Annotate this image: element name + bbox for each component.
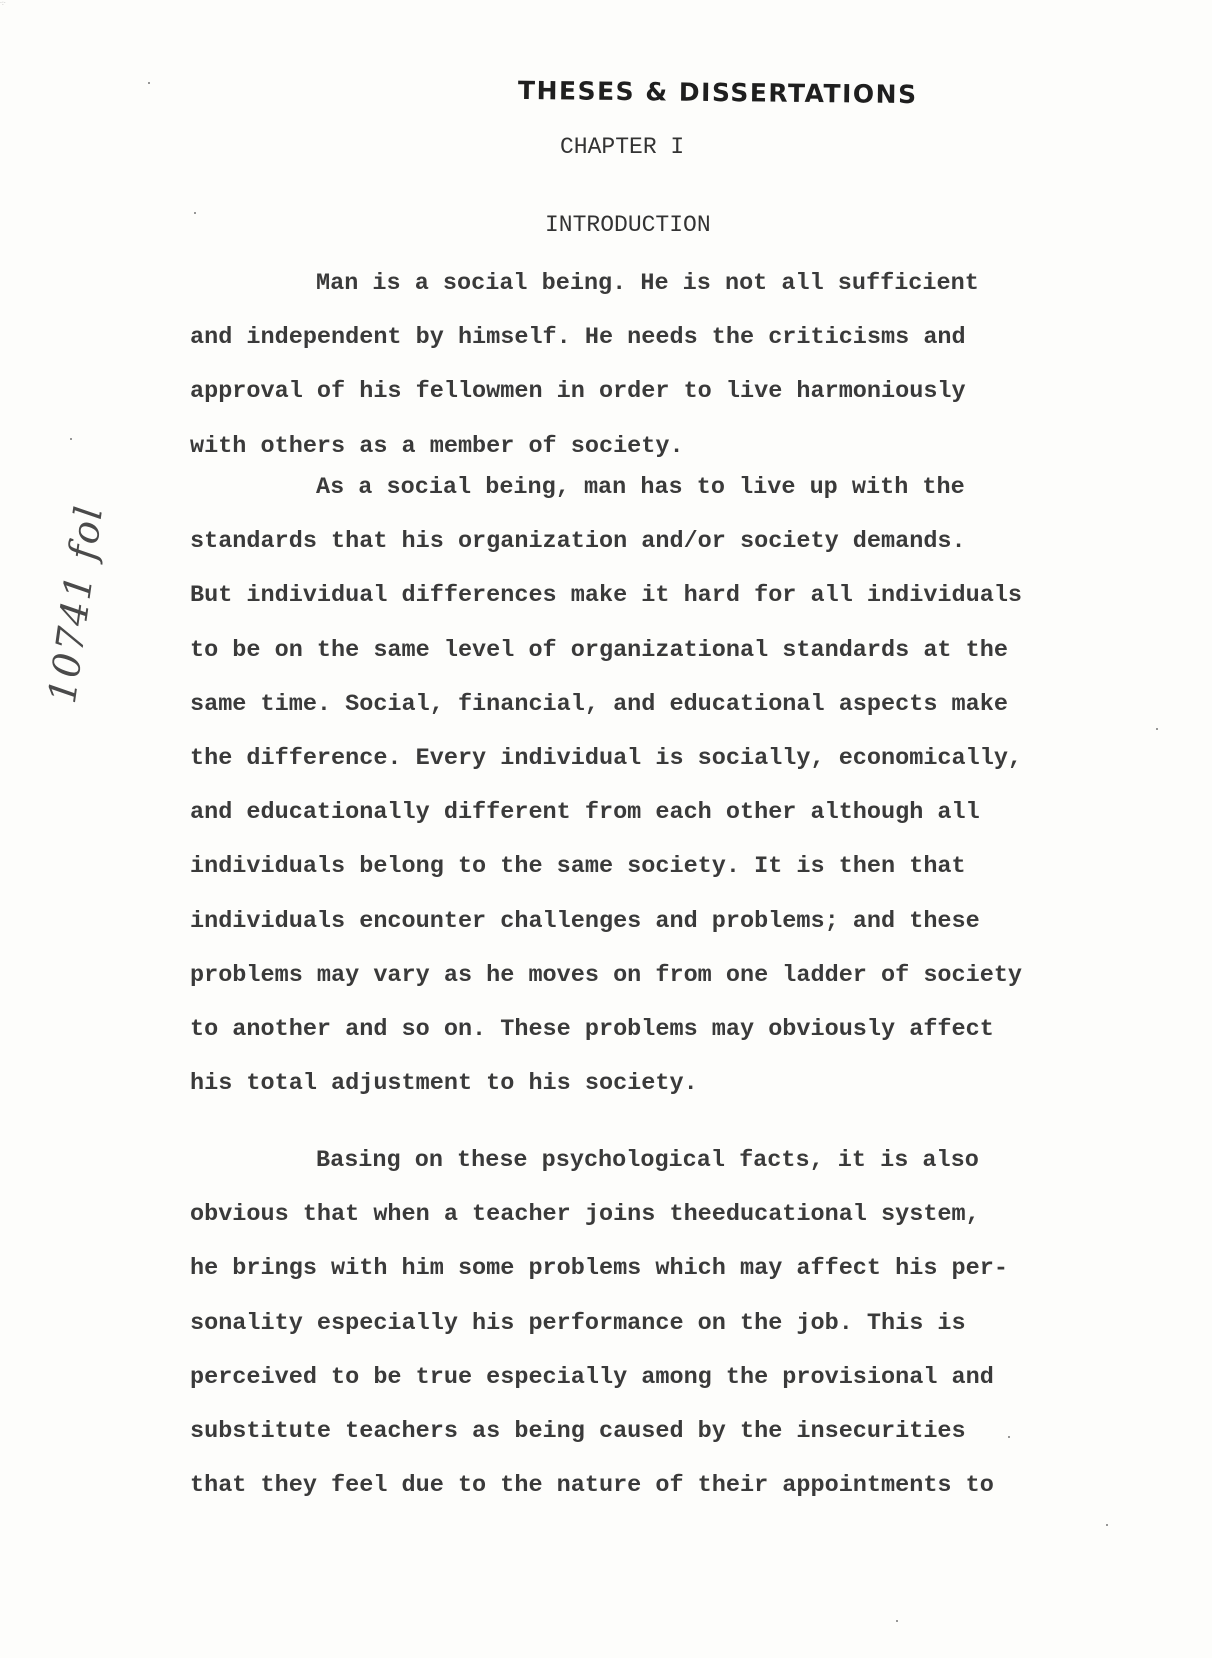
text-line: that they feel due to the nature of their appointments to: [190, 1472, 994, 1500]
text-line: individuals belong to the same society. It is then that: [190, 853, 966, 881]
text-line: sonality especially his performance on the job. This is: [190, 1309, 966, 1337]
section-title: INTRODUCTION: [545, 212, 711, 238]
text-line: he brings with him some problems which may affect his per-: [190, 1255, 1008, 1283]
text-line: his total adjustment to his society.: [190, 1070, 698, 1098]
text-line: Man is a social being. He is not all sufficient: [316, 270, 979, 297]
text-line: and independent by himself. He needs the criticisms and: [190, 324, 966, 352]
text-line: But individual differences make it hard for all individuals: [190, 582, 1023, 610]
scan-speck: [1156, 728, 1158, 730]
paragraph-2: [190, 461, 1180, 1111]
text-line: same time. Social, financial, and educational aspects make: [190, 690, 1008, 718]
text-line: the difference. Every individual is socially, economically,: [190, 744, 1023, 772]
library-stamp: THESES & DISSERTATIONS: [517, 75, 918, 110]
text-line: standards that his organization and/or society demands.: [190, 528, 966, 556]
text-line: and educationally different from each other although all: [190, 799, 980, 827]
text-line: substitute teachers as being caused by the insecurities: [190, 1417, 966, 1445]
scan-speck: [896, 1620, 898, 1622]
text-line: approval of his fellowmen in order to live harmoniously: [190, 378, 966, 406]
text-line: with others as a member of society.: [190, 432, 684, 460]
scan-corner-mark: ·:·: [0, 0, 6, 7]
text-line: problems may vary as he moves on from one ladder of society: [190, 961, 1023, 989]
paragraph-1: [190, 257, 1180, 474]
text-line: perceived to be true especially among the provisional and: [190, 1363, 994, 1391]
text-line: obvious that when a teacher joins theeducational system,: [190, 1201, 980, 1229]
text-line: to be on the same level of organizational standards at the: [190, 636, 1008, 664]
scan-speck: [70, 438, 72, 440]
scan-speck: [148, 82, 150, 84]
text-line: to another and so on. These problems may obviously affect: [190, 1015, 994, 1043]
scan-speck: [1008, 1436, 1010, 1438]
paragraph-3: [190, 1134, 1180, 1513]
text-line: Basing on these psychological facts, it is also: [316, 1147, 979, 1174]
scan-speck: [194, 212, 196, 214]
text-line: As a social being, man has to live up with the: [316, 474, 965, 501]
scan-speck: [1106, 1524, 1108, 1526]
chapter-heading: CHAPTER I: [560, 134, 685, 160]
handwritten-margin-note: 10741 fol: [40, 501, 112, 707]
text-line: individuals encounter challenges and problems; and these: [190, 907, 980, 935]
